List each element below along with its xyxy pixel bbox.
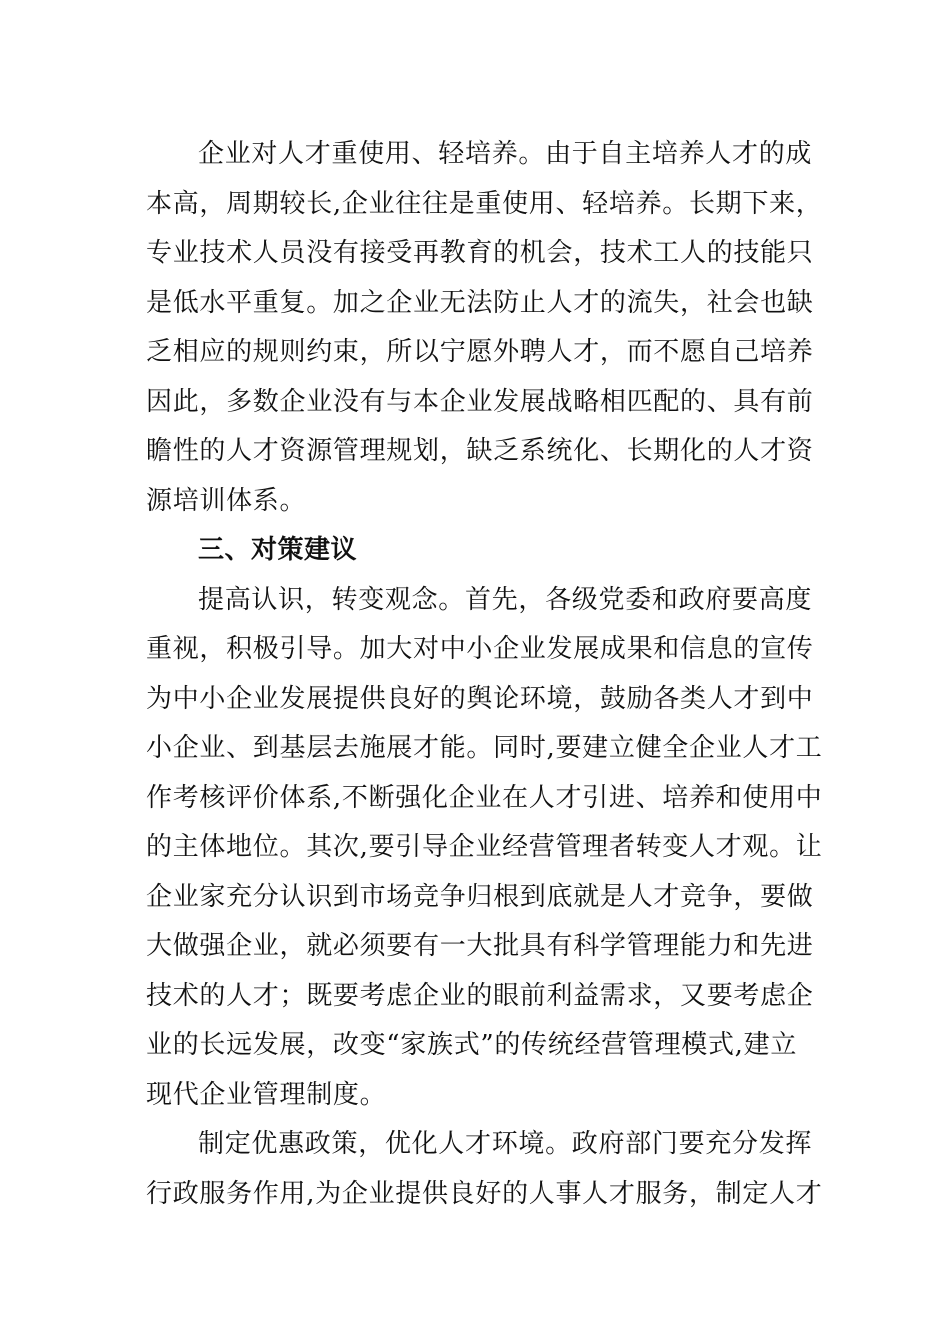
text-line: 乏相应的规则约束，所以宁愿外聘人才，而不愿自己培养	[146, 337, 814, 367]
text-line: 技术的人才；既要考虑企业的眼前利益需求，又要考虑企	[146, 980, 814, 1011]
paragraph-raise-awareness	[146, 576, 823, 1121]
text-line: 大做强企业，就必须要有一大批具有科学管理能力和先进	[146, 931, 814, 961]
text-line: 提高认识，转变观念。首先，各级党委和政府要高度	[198, 584, 813, 615]
text-line: 因此，多数企业没有与本企业发展战略相匹配的、具有前	[146, 386, 814, 417]
text-line: 行政服务作用,为企业提供良好的人事人才服务，制定人才	[146, 1178, 823, 1209]
paragraph-talent-training	[146, 130, 823, 526]
text-line: 企业家充分认识到市场竞争归根到底就是人才竞争，要做	[146, 881, 814, 912]
text-line: 的主体地位。其次,要引导企业经营管理者转变人才观。让	[146, 832, 823, 862]
text-line: 现代企业管理制度。	[146, 1079, 387, 1110]
text-line: 制定优惠政策，优化人才环境。政府部门要充分发挥	[198, 1129, 813, 1159]
text-line: 业的长远发展，改变“家族式”的传统经营管理模式,建立	[146, 1030, 798, 1060]
text-line: 重视，积极引导。加大对中小企业发展成果和信息的宣传	[146, 634, 814, 664]
text-line: 源培训体系。	[146, 485, 307, 516]
text-line: 为中小企业发展提供良好的舆论环境，鼓励各类人才到中	[146, 683, 814, 714]
section-heading: 三、对策建议	[198, 535, 358, 565]
text-line: 专业技术人员没有接受再教育的机会，技术工人的技能只	[146, 238, 814, 268]
text-line: 瞻性的人才资源管理规划，缺乏系统化、长期化的人才资	[146, 436, 814, 466]
document-body	[146, 130, 823, 1219]
text-line: 企业对人才重使用、轻培养。由于自主培养人才的成	[198, 139, 813, 169]
text-line: 小企业、到基层去施展才能。同时,要建立健全企业人才工	[146, 733, 823, 763]
text-line: 本高，周期较长,企业往往是重使用、轻培养。长期下来，	[146, 188, 823, 219]
paragraph-preferential-policy	[146, 1120, 823, 1219]
text-line: 作考核评价体系,不断强化企业在人才引进、培养和使用中	[146, 782, 823, 813]
text-line: 是低水平重复。加之企业无法防止人才的流失，社会也缺	[146, 287, 814, 318]
